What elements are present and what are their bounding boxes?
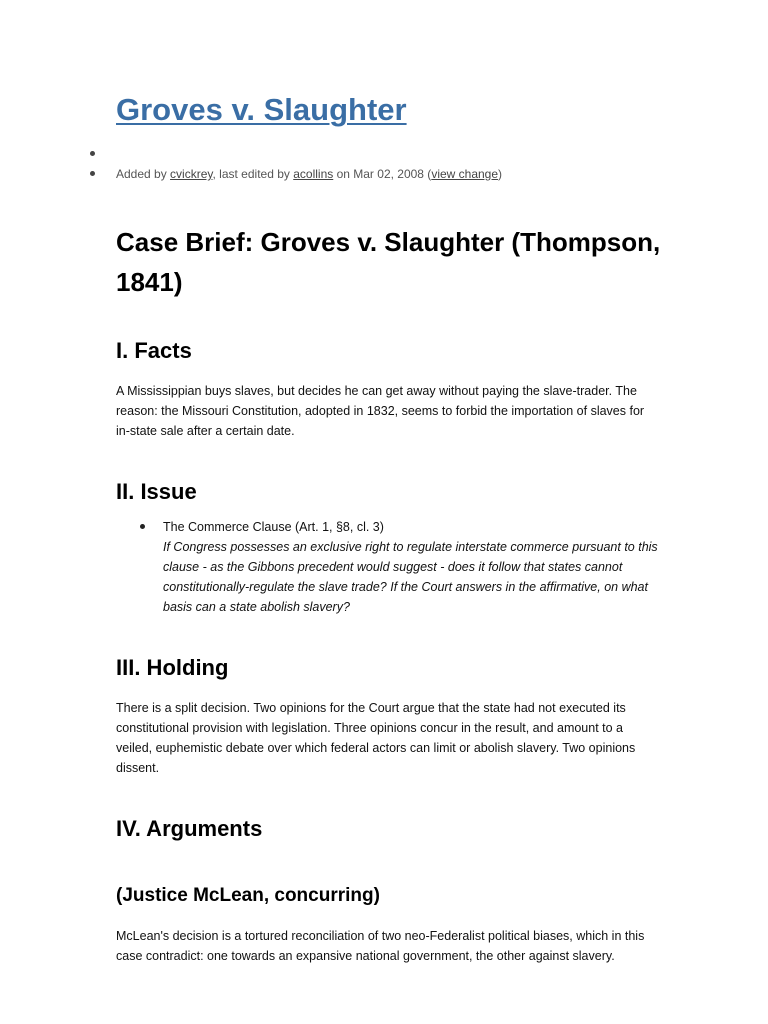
issue-list bbox=[0, 517, 663, 617]
holding-paragraph: There is a split decision. Two opinions for the Court argue that the state had not executed its constitutional provision with legislation. Three opinions concur in the result, and amount to a veiled, euphemistic debate over which federal actors can limit or abolish slavery. Two opinions dissent. bbox=[116, 701, 636, 775]
issue-question: If Congress possesses an exclusive right to regulate interstate commerce pursuant to this clause - as the Gibbons precedent would suggest - does it follow that states cannot constitutionally-regulate the slave trade? If the Court answers in the affirmative, on what basis can a state abolish slavery? bbox=[163, 540, 658, 614]
bullet-icon bbox=[90, 151, 95, 156]
meta-list-item-edit-info bbox=[0, 165, 502, 183]
edit-date-text: on Mar 02, 2008 ( bbox=[333, 167, 432, 181]
arguments-heading: IV. Arguments bbox=[116, 816, 263, 841]
page-title-link[interactable]: Groves v. Slaughter bbox=[116, 92, 407, 127]
bullet-icon bbox=[90, 171, 95, 176]
page-meta-list bbox=[0, 145, 502, 183]
holding-heading: III. Holding bbox=[116, 655, 229, 680]
author-link[interactable]: cvickrey bbox=[170, 167, 213, 181]
mclean-paragraph: McLean's decision is a tortured reconciliation of two neo-Federalist political biases, which in this case contradict: one towards an expansive national government, the other against slavery. bbox=[116, 929, 645, 963]
facts-heading: I. Facts bbox=[116, 338, 192, 363]
added-by-prefix: Added by bbox=[116, 167, 171, 181]
issue-label: The Commerce Clause (Art. 1, §8, cl. 3) bbox=[163, 520, 384, 534]
editor-link[interactable]: acollins bbox=[293, 167, 334, 181]
edited-by-prefix: , last edited by bbox=[212, 167, 294, 181]
view-change-link[interactable]: view change bbox=[431, 167, 499, 181]
mclean-concurring-heading: (Justice McLean, concurring) bbox=[116, 885, 380, 906]
meta-list-item-empty bbox=[0, 145, 502, 163]
bullet-icon bbox=[140, 524, 145, 529]
facts-paragraph: A Mississippian buys slaves, but decides he can get away without paying the slave-trader. The reason: the Missouri Constitution, adopted in 1832, seems to forbid the importation of slaves for in-state sale after a certain date. bbox=[116, 384, 645, 438]
meta-suffix: ) bbox=[498, 167, 503, 181]
issue-heading: II. Issue bbox=[116, 479, 197, 504]
issue-list-item bbox=[0, 517, 663, 617]
case-brief-heading: Case Brief: Groves v. Slaughter (Thompson, 1841) bbox=[116, 227, 661, 297]
